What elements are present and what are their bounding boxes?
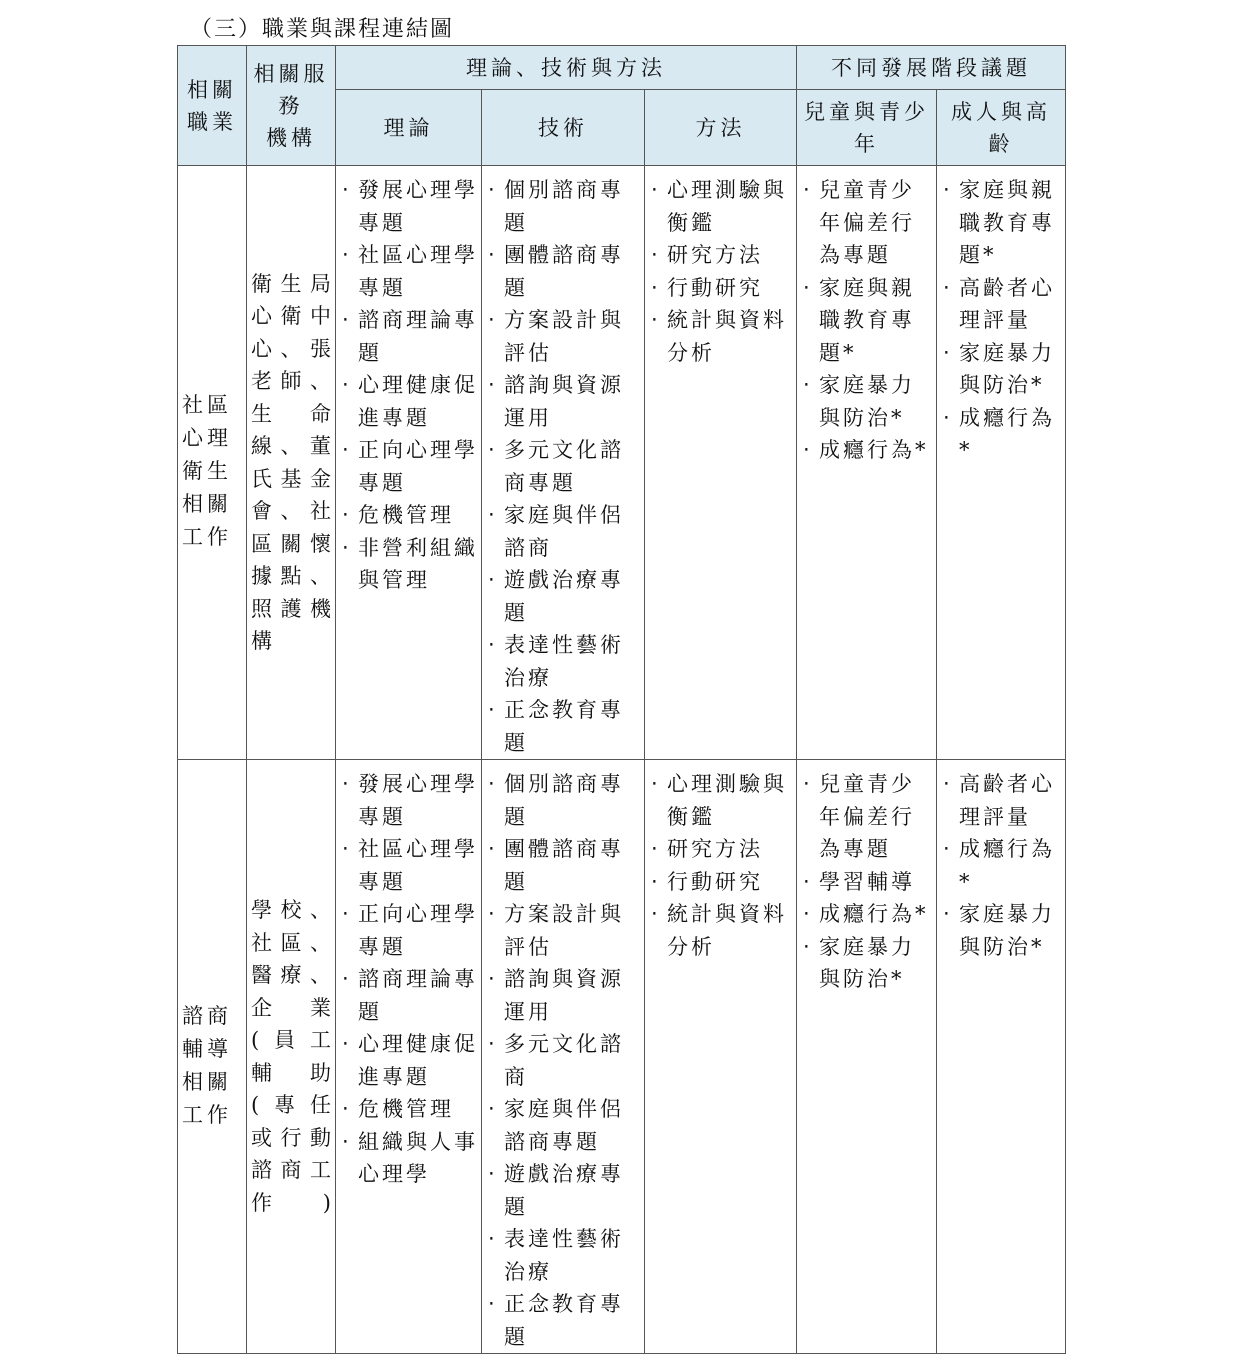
list-item: ‧ 非營利組織與管理 [336, 532, 481, 597]
list-item: ‧ 個別諮商專題 [482, 174, 644, 239]
method-list [645, 760, 796, 963]
job-cell [178, 166, 247, 760]
org-line: 作) [251, 1190, 331, 1215]
org-line: (員工 [251, 1028, 331, 1052]
list-item: ‧ 方案設計與評估 [482, 898, 644, 963]
technique-list [482, 760, 644, 1353]
list-item: ‧ 心理測驗與衡鑑 [645, 768, 796, 833]
job-line: 輔導 [182, 1036, 232, 1061]
list-item: ‧ 成癮行為* [797, 898, 936, 931]
list-item: ‧ 家庭暴力與防治* [797, 369, 936, 434]
list-item: ‧ 高齡者心理評量 [937, 768, 1065, 833]
technique-cell [482, 760, 645, 1354]
list-item: ‧ 正向心理學專題 [336, 898, 481, 963]
org-line: 心衛中 [251, 304, 331, 328]
list-item: ‧ 發展心理學專題 [336, 174, 481, 239]
list-item: ‧ 統計與資料分析 [645, 898, 796, 963]
adult-cell [937, 166, 1066, 760]
list-item: ‧ 遊戲治療專題 [482, 564, 644, 629]
list-item: ‧ 成癮行為* [937, 833, 1065, 898]
youth-list [797, 166, 936, 467]
org-line: 學校、 [251, 898, 331, 922]
list-item: ‧ 兒童青少年偏差行為專題 [797, 174, 936, 272]
org-line: 醫療、 [251, 963, 331, 987]
list-item: ‧ 統計與資料分析 [645, 304, 796, 369]
job-line: 心理 [182, 426, 232, 450]
list-item: ‧ 危機管理 [336, 1093, 481, 1126]
method-cell [645, 166, 797, 760]
list-item: ‧ 學習輔導 [797, 866, 936, 899]
list-item: ‧ 家庭暴力與防治* [797, 931, 936, 996]
header-org: 相關服 務 機構 [247, 46, 336, 166]
list-item: ‧ 發展心理學專題 [336, 768, 481, 833]
list-item: ‧ 行動研究 [645, 866, 796, 899]
list-item: ‧ 家庭與伴侶諮商 [482, 499, 644, 564]
job-cell [178, 760, 247, 1354]
org-line: 構 [251, 629, 272, 653]
career-course-table [177, 45, 1066, 1354]
list-item: ‧ 諮商理論專題 [336, 963, 481, 1028]
job-line: 諮商 [182, 1003, 232, 1028]
theory-cell [336, 760, 482, 1354]
method-list [645, 166, 796, 369]
header-group-stage: 不同發展階段議題 [797, 46, 1066, 90]
table-row [178, 760, 1066, 1354]
table-row [178, 166, 1066, 760]
list-item: ‧ 組織與人事心理學 [336, 1126, 481, 1191]
org-cell [247, 166, 336, 760]
list-item: ‧ 遊戲治療專題 [482, 1158, 644, 1223]
header-adult: 成人與高 齡 [937, 90, 1066, 166]
org-line: 老師、 [251, 369, 331, 393]
list-item: ‧ 危機管理 [336, 499, 481, 532]
org-line: 諮商工 [251, 1158, 331, 1182]
job-line: 相關 [182, 1069, 232, 1094]
job-line: 工作 [182, 1102, 232, 1127]
list-item: ‧ 家庭與親職教育專題* [937, 174, 1065, 272]
youth-cell [797, 166, 937, 760]
list-item: ‧ 心理健康促進專題 [336, 1028, 481, 1093]
list-item: ‧ 研究方法 [645, 833, 796, 866]
method-cell [645, 760, 797, 1354]
list-item: ‧ 兒童青少年偏差行為專題 [797, 768, 936, 866]
list-item: ‧ 心理測驗與衡鑑 [645, 174, 796, 239]
header-youth: 兒童與青少 年 [797, 90, 937, 166]
list-item: ‧ 研究方法 [645, 239, 796, 272]
job-line: 相關 [182, 492, 232, 516]
adult-cell [937, 760, 1066, 1354]
list-item: ‧ 正念教育專題 [482, 1288, 644, 1353]
org-line: 心、張 [251, 336, 331, 361]
list-item: ‧ 成癮行為* [937, 402, 1065, 467]
list-item: ‧ 個別諮商專題 [482, 768, 644, 833]
youth-list [797, 760, 936, 996]
theory-list [336, 760, 481, 1191]
list-item: ‧ 方案設計與評估 [482, 304, 644, 369]
list-item: ‧ 團體諮商專題 [482, 833, 644, 898]
org-line: 生 命 [251, 401, 331, 426]
list-item: ‧ 正念教育專題 [482, 694, 644, 759]
org-line: 會、社 [251, 499, 331, 523]
technique-cell [482, 166, 645, 760]
youth-cell [797, 760, 937, 1354]
list-item: ‧ 家庭暴力與防治* [937, 337, 1065, 402]
list-item: ‧ 家庭暴力與防治* [937, 898, 1065, 963]
list-item: ‧ 家庭與伴侶諮商專題 [482, 1093, 644, 1158]
job-line: 工作 [182, 525, 232, 549]
page-title: （三）職業與課程連結圖 [190, 17, 455, 42]
org-line: 輔 助 [251, 1060, 331, 1085]
theory-list [336, 166, 481, 597]
list-item: ‧ 諮詢與資源運用 [482, 963, 644, 1028]
list-item: ‧ 多元文化諮商 [482, 1028, 644, 1093]
header-technique: 技術 [482, 90, 645, 166]
adult-list [937, 166, 1065, 467]
list-item: ‧ 成癮行為* [797, 434, 936, 467]
list-item: ‧ 心理健康促進專題 [336, 369, 481, 434]
header-job: 相關 職業 [178, 46, 247, 166]
header-group-theory: 理論、技術與方法 [336, 46, 797, 90]
list-item: ‧ 社區心理學專題 [336, 239, 481, 304]
org-line: (專任 [251, 1093, 331, 1117]
list-item: ‧ 團體諮商專題 [482, 239, 644, 304]
list-item: ‧ 高齡者心理評量 [937, 272, 1065, 337]
org-cell [247, 760, 336, 1354]
org-line: 衛生局 [251, 271, 331, 296]
org-line: 或行動 [251, 1125, 331, 1150]
list-item: ‧ 多元文化諮商專題 [482, 434, 644, 499]
adult-list [937, 760, 1065, 963]
org-line: 區關懷 [251, 531, 331, 556]
list-item: ‧ 表達性藝術治療 [482, 629, 644, 694]
list-item: ‧ 正向心理學專題 [336, 434, 481, 499]
job-line: 社區 [182, 393, 232, 417]
org-line: 據點、 [251, 564, 331, 588]
list-item: ‧ 社區心理學專題 [336, 833, 481, 898]
org-line: 社區、 [251, 930, 331, 955]
header-method: 方法 [645, 90, 797, 166]
theory-cell [336, 166, 482, 760]
header-theory: 理論 [336, 90, 482, 166]
org-line: 線、董 [251, 434, 331, 458]
list-item: ‧ 表達性藝術治療 [482, 1223, 644, 1288]
org-line: 照護機 [251, 596, 331, 621]
list-item: ‧ 諮商理論專題 [336, 304, 481, 369]
list-item: ‧ 諮詢與資源運用 [482, 369, 644, 434]
technique-list [482, 166, 644, 759]
org-line: 企 業 [251, 995, 331, 1020]
org-line: 氏基金 [251, 466, 331, 491]
list-item: ‧ 家庭與親職教育專題* [797, 272, 936, 370]
job-line: 衛生 [182, 459, 232, 483]
list-item: ‧ 行動研究 [645, 272, 796, 305]
